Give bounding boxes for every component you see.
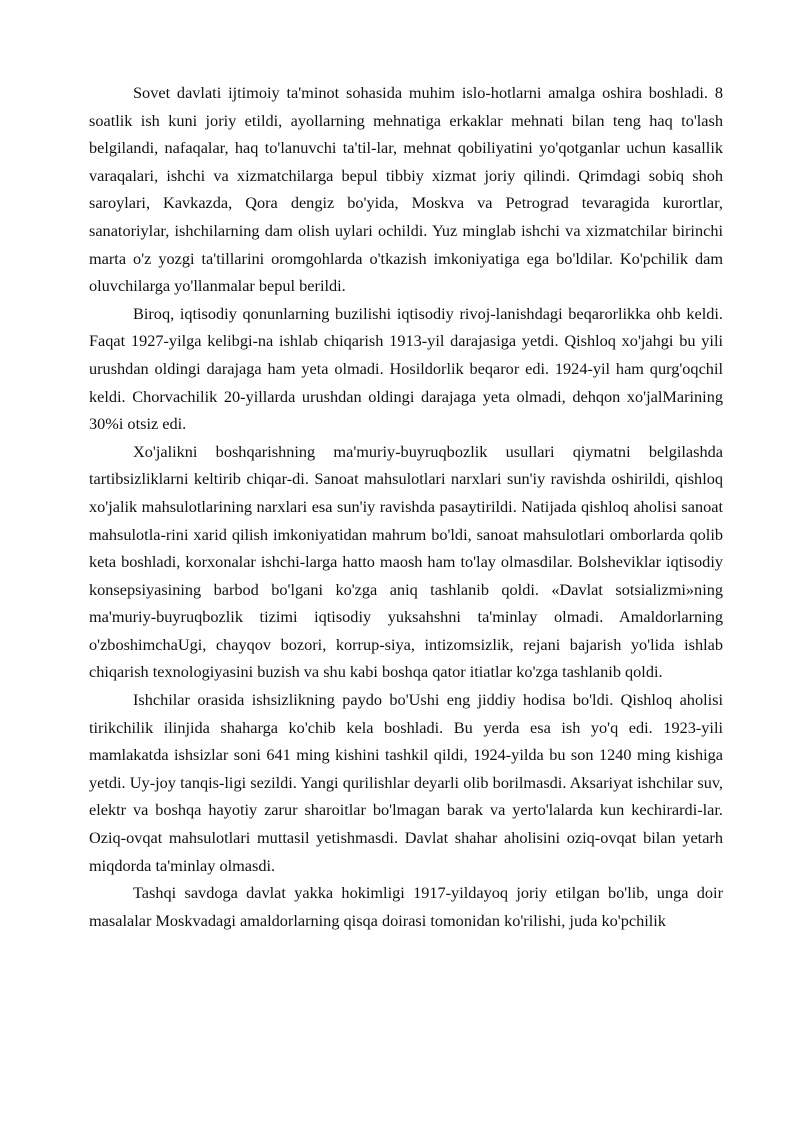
paragraph-economic-instability: Biroq, iqtisodiy qonunlarning buzilishi iqtisodiy rivoj-lanishdagi beqarorlikka ohb keldi. Faqat 1927-yilga kelibgi-na ishlab chiqarish 1913-yil darajasiga yetdi. Qishloq xo'jahgi bu yili urushdan oldingi darajaga ham yeta olmadi. Hosildorlik beqaror edi. 1924-yil ham qurg'oqchil keldi. Chorvachilik 20-yillarda urushdan oldingi darajaga yeta olmadi, dehqon xo'jalMarining 30%i otsiz edi. [89,303,723,434]
document-page [89,79,723,934]
paragraph-unemployment: Ishchilar orasida ishsizlikning paydo bo'Ushi eng jiddiy hodisa bo'ldi. Qishloq aholisi tirikchilik ilinjida shaharga ko'chib kela boshladi. Bu yerda esa ish yo'q edi. 1923-yili mamlakatda ishsizlar soni 641 ming kishini tashkil qildi, 1924-yilda bu son 1240 ming kishiga yetdi. Uy-joy tanqis-ligi sezildi. Yangi qurilishlar deyarli olib borilmasdi. Aksariyat ishchilar suv, elektr va boshqa hayotiy zarur sharoitlar bo'lmagan barak va yerto'lalarda kun kechirardi-lar. Oziq-ovqat mahsulotlari muttasil yetishmasdi. Davlat shahar aholisini oziq-ovqat bilan yetarh miqdorda ta'minlay olmasdi. [89,690,723,875]
paragraph-foreign-trade: Tashqi savdoga davlat yakka hokimligi 1917-yildayoq joriy etilgan bo'lib, unga doir masalalar Moskvadagi amaldorlarning qisqa doirasi tomonidan ko'rilishi, juda ko'pchilik [89,883,723,930]
paragraph-administrative-management: Xo'jalikni boshqarishning ma'muriy-buyruqbozlik usullari qiymatni belgilashda tartibsizliklarni keltirib chiqar-di. Sanoat mahsulotlari narxlari sun'iy ravishda oshirildi, qishloq xo'jalik mahsulotlarining narxlari esa sun'iy ravishda pasaytirildi. Natijada qishloq aholisi sanoat mahsulotla-rini xarid qilish imkoniyatidan mahrum bo'ldi, sanoat mahsulotlari omborlarda qolib keta boshladi, korxonalar ishchi-larga hatto maosh ham to'lay olmasdilar. Bolsheviklar iqtisodiy konsepsiyasining barbod bo'lgani ko'zga aniq tashlanib qoldi. «Davlat sotsializmi»ning ma'muriy-buyruqbozlik tizimi iqtisodiy yuksahshni ta'minlay olmadi. Amaldorlarning o'zboshimchaUgi, chayqov bozori, korrup-siya, intizomsizlik, rejani bajarish yo'lida ishlab chiqarish texnologiyasini buzish va shu kabi boshqa qator itiatlar ko'zga tashlanib qoldi. [89,441,723,682]
paragraph-social-welfare: Sovet davlati ijtimoiy ta'minot sohasida muhim islo-hotlarni amalga oshira boshladi. 8 soatlik ish kuni joriy etildi, ayollarning mehnatiga erkaklar mehnati bilan teng haq to'lash belgilandi, nafaqalar, haq to'lanuvchi ta'til-lar, mehnat qobiliyatini yo'qotganlar uchun kasallik varaqalari, ishchi va xizmatchilarga bepul tibbiy xizmat joriy qilindi. Qrimdagi sobiq shoh saroylari, Kavkazda, Qora dengiz bo'yida, Moskva va Petrograd tevaragida kurortlar, sanatoriylar, ishchilarning dam olish uylari ochildi. Yuz minglab ishchi va xizmatchilar birinchi marta o'z yozgi ta'tillarini oromgohlarda o'tkazish imkoniyatiga ega bo'ldilar. Ko'pchilik dam oluvchilarga yo'llanmalar bepul berildi. [89,83,723,296]
